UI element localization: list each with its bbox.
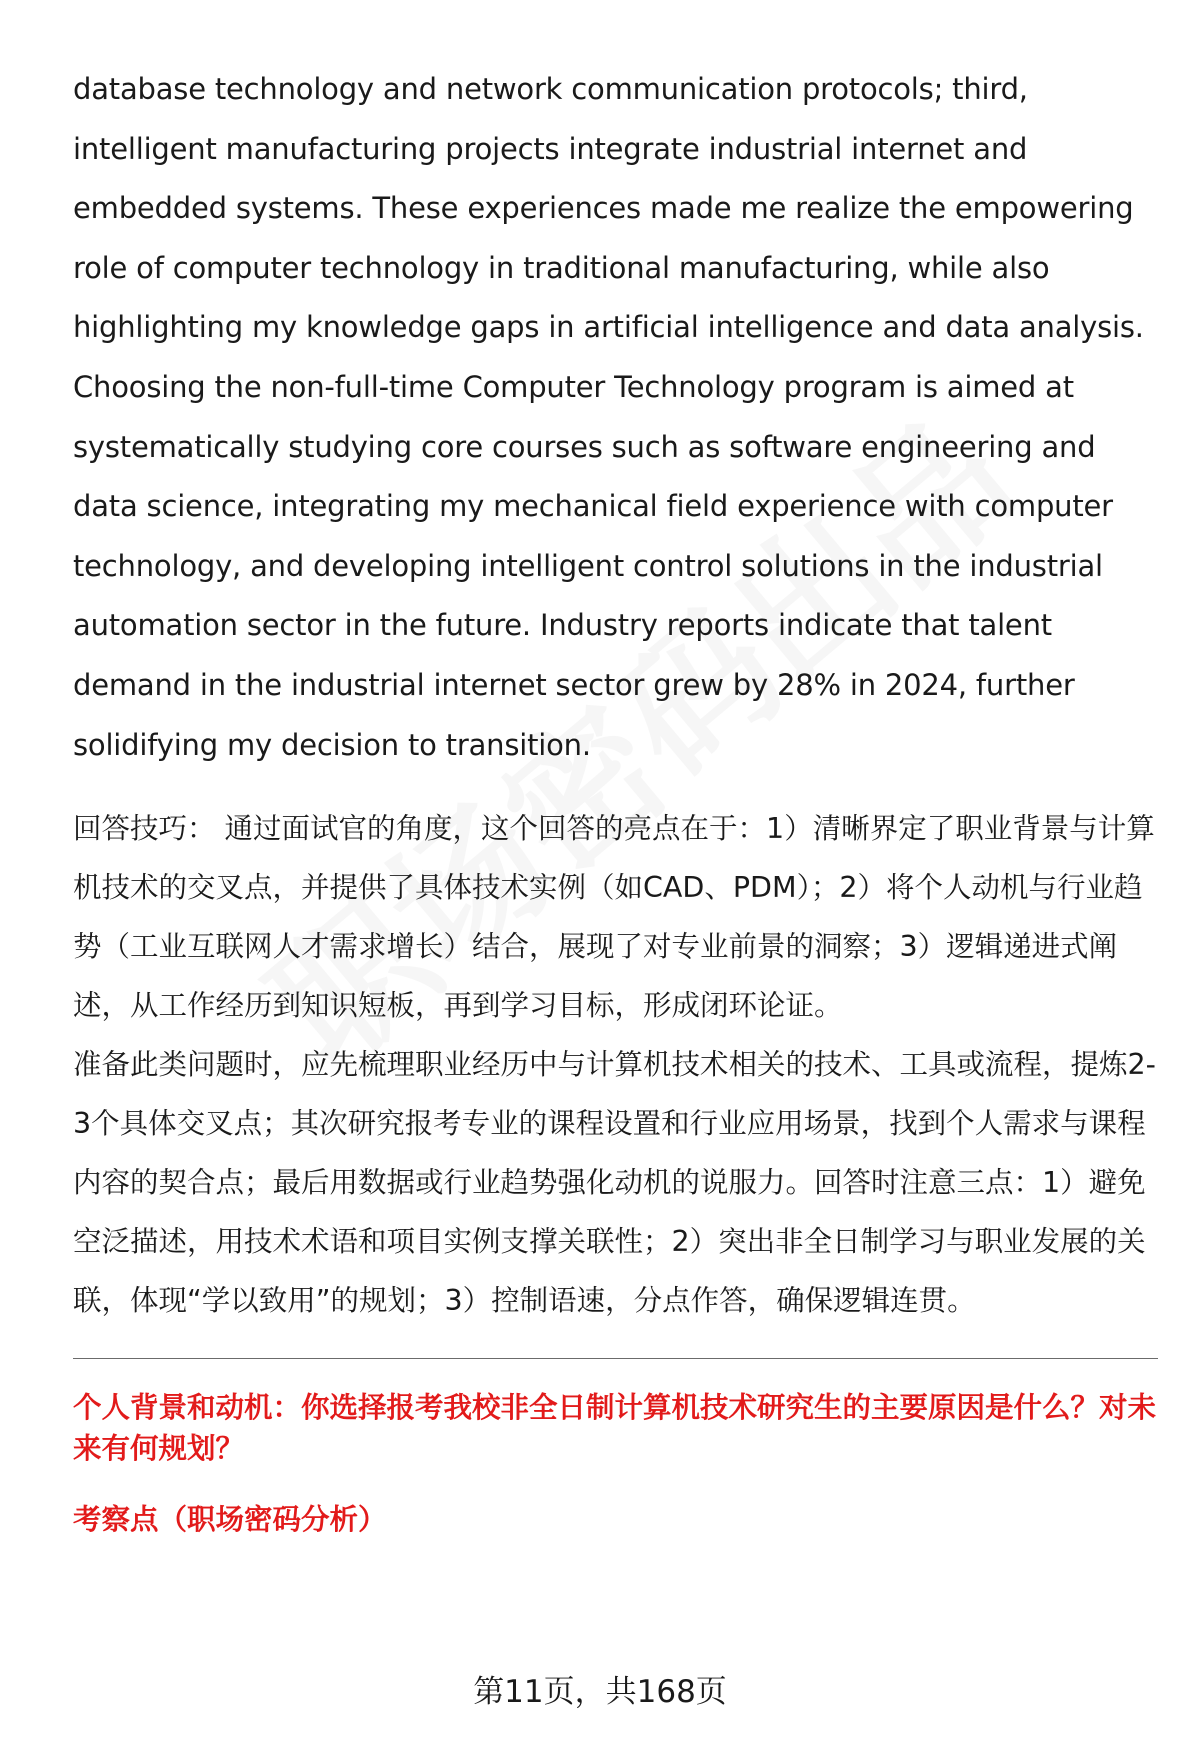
tips-paragraph-1: 回答技巧： 通过面试官的角度，这个回答的亮点在于：1）清晰界定了职业背景与计算机技术的交叉点，并提供了具体技术实例（如CAD、PDM）；2）将个人动机与行业趋势（工业互联网人才需求增长）结合，展现了对专业前景的洞察；3）逻辑递进式阐述，从工作经历到知识短板，再到学习目标，形成闭环论证。 <box>73 812 1155 1023</box>
body-paragraph: database technology and network communication protocols; third, intelligent manufacturing projects integrate industrial internet and embedded systems. These experiences made me realize the empowering role of computer technology in traditional manufacturing, while also highlighting my knowledge gaps in artificial intelligence and data analysis. Choosing the non-full-time Computer Technology program is aimed at systematically studying core courses such as software engineering and data science, integrating my mechanical field experience with computer technology, and developing intelligent control solutions in the industrial automation sector in the future. Industry reports indicate that talent demand in the industrial internet sector grew by 28% in 2024, further solidifying my decision to transition. <box>73 72 1144 762</box>
page-number-footer: 第11页，共168页 <box>473 1674 727 1710</box>
tips-paragraph-2: 准备此类问题时，应先梳理职业经历中与计算机技术相关的技术、工具或流程，提炼2-3个具体交叉点；其次研究报考专业的课程设置和行业应用场景，找到个人需求与课程内容的契合点；最后用数据或行业趋势强化动机的说服力。回答时注意三点：1）避免空泛描述，用技术术语和项目实例支撑关联性；2）突出非全日制学习与职业发展的关联，体现“学以致用”的规划；3）控制语速，分点作答，确保逻辑连贯。 <box>73 1048 1156 1318</box>
answer-tips <box>73 799 1158 1330</box>
section-divider <box>73 1358 1158 1359</box>
assessment-subheading: 考察点（职场密码分析） <box>73 1503 387 1537</box>
document-page <box>73 60 1158 1540</box>
question-heading: 个人背景和动机：你选择报考我校非全日制计算机技术研究生的主要原因是什么？对未来有何规划？ <box>73 1391 1157 1466</box>
